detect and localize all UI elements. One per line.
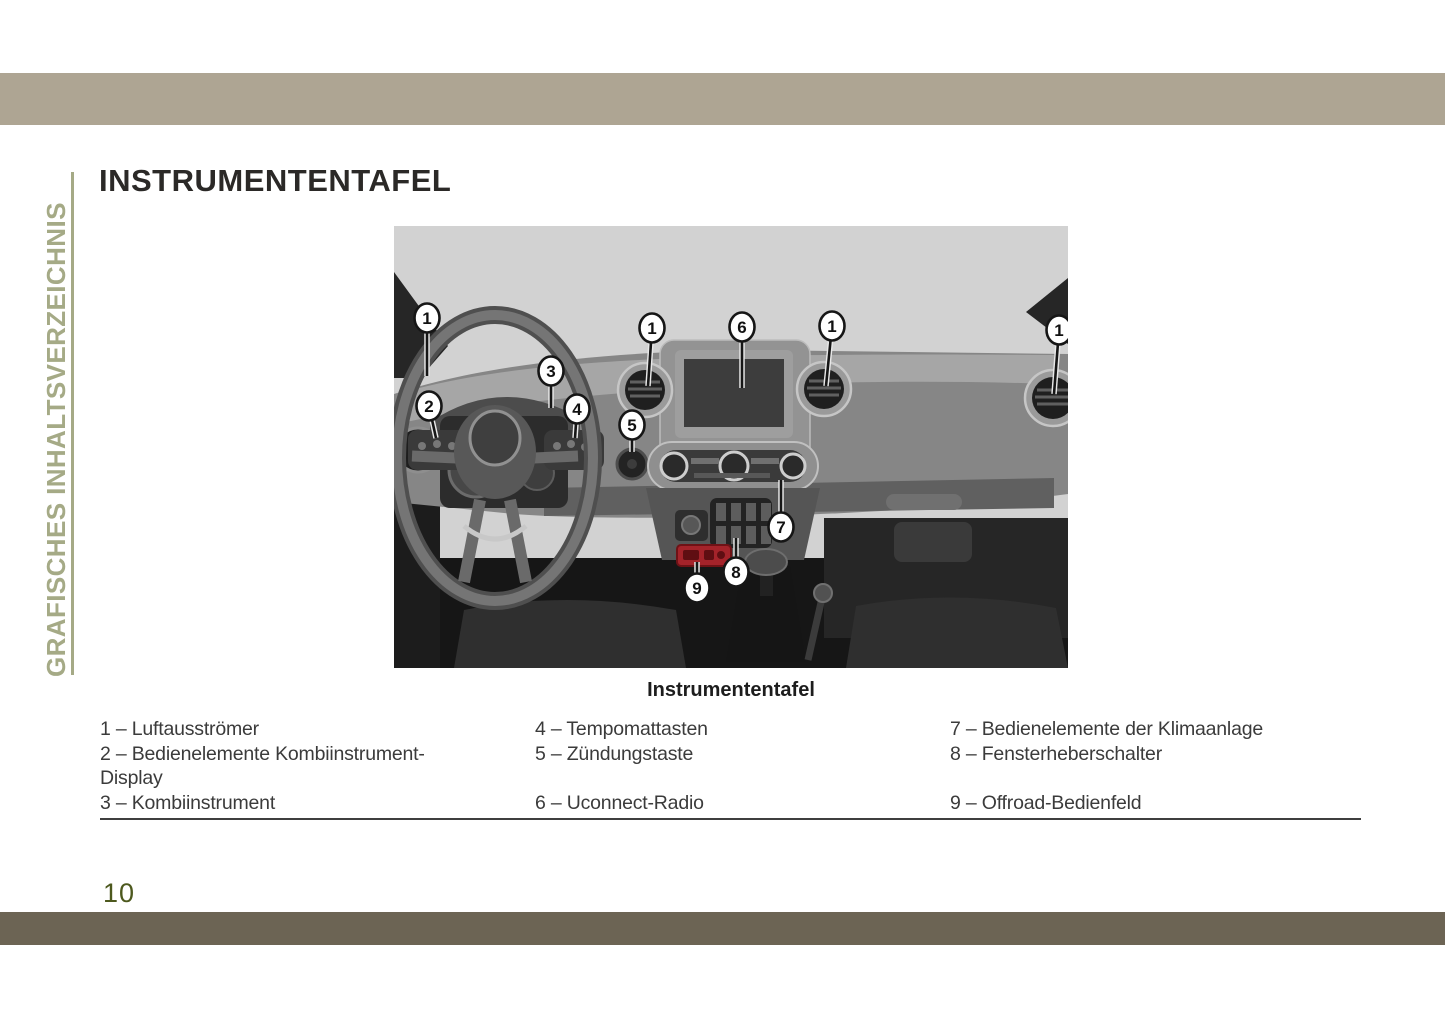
svg-text:4: 4 bbox=[572, 400, 582, 419]
legend-item: 6 – Uconnect-Radio bbox=[535, 791, 704, 814]
legend-item: 2 – Bedienelemente Kombiinstrument-Display bbox=[100, 742, 425, 790]
legend-column-2 bbox=[535, 717, 935, 815]
top-bar bbox=[0, 73, 1445, 125]
legend-column-1 bbox=[100, 717, 462, 815]
callout-1 bbox=[640, 314, 665, 343]
offroad-control-panel bbox=[677, 545, 731, 566]
air-vent-left bbox=[618, 363, 672, 417]
wheel-hub-badge bbox=[470, 411, 520, 465]
callout-9 bbox=[685, 574, 710, 603]
legend-column-3 bbox=[950, 717, 1362, 815]
bottom-bar bbox=[0, 912, 1445, 945]
callout-7 bbox=[769, 513, 794, 542]
page-number: 10 bbox=[103, 878, 136, 908]
window-switch-panel bbox=[710, 498, 772, 548]
callout-4 bbox=[565, 395, 590, 424]
legend-item: 4 – Tempomattasten bbox=[535, 718, 708, 740]
svg-text:1: 1 bbox=[647, 319, 657, 338]
legend-item: 7 – Bedienelemente der Klimaanlage bbox=[950, 718, 1263, 740]
passenger-seat bbox=[846, 597, 1068, 668]
legend-item: 5 – Zündungstaste bbox=[535, 742, 694, 765]
svg-text:2: 2 bbox=[424, 397, 434, 416]
legend-item: 3 – Kombiinstrument bbox=[100, 791, 276, 814]
sidebar-section-label: GRAFISCHES INHALTSVERZEICHNIS bbox=[41, 202, 71, 677]
svg-text:3: 3 bbox=[546, 362, 556, 381]
callout-1 bbox=[1047, 316, 1069, 345]
callout-2 bbox=[417, 392, 442, 421]
svg-text:9: 9 bbox=[692, 579, 702, 598]
legend-item: 9 – Offroad-Bedienfeld bbox=[950, 791, 1142, 814]
dashboard-illustration bbox=[394, 226, 1068, 668]
callout-1 bbox=[820, 312, 845, 341]
svg-text:1: 1 bbox=[1054, 321, 1064, 340]
passenger-panel-detail bbox=[894, 522, 972, 562]
dashboard-figure bbox=[394, 226, 1068, 668]
svg-text:1: 1 bbox=[422, 309, 432, 328]
wheel-spoke-east bbox=[534, 456, 578, 458]
callout-1 bbox=[415, 304, 440, 333]
glovebox-handle bbox=[886, 494, 962, 510]
legend-item: 8 – Fensterheberschalter bbox=[950, 742, 1162, 765]
svg-text:8: 8 bbox=[731, 563, 741, 582]
uconnect-touchscreen bbox=[684, 359, 784, 427]
svg-text:5: 5 bbox=[627, 416, 637, 435]
legend-divider bbox=[100, 818, 1361, 820]
air-vent-right bbox=[797, 362, 851, 416]
legend-item: 1 – Luftausströmer bbox=[100, 718, 259, 740]
sidebar-rule bbox=[71, 172, 74, 675]
svg-text:6: 6 bbox=[737, 318, 747, 337]
wheel-spoke-west bbox=[412, 456, 456, 458]
air-vent-passenger bbox=[1025, 370, 1068, 426]
driver-seat bbox=[454, 600, 686, 668]
climate-control-panel bbox=[648, 442, 818, 490]
aux-button-panel bbox=[675, 510, 708, 541]
callout-5 bbox=[620, 411, 645, 440]
svg-text:7: 7 bbox=[776, 518, 786, 537]
callout-8 bbox=[724, 558, 749, 587]
callout-3 bbox=[539, 357, 564, 386]
ignition-button-center bbox=[627, 459, 637, 469]
figure-caption: Instrumententafel bbox=[647, 679, 815, 701]
page-title: INSTRUMENTENTAFEL bbox=[99, 163, 452, 198]
callout-6 bbox=[730, 313, 755, 342]
svg-text:1: 1 bbox=[827, 317, 837, 336]
